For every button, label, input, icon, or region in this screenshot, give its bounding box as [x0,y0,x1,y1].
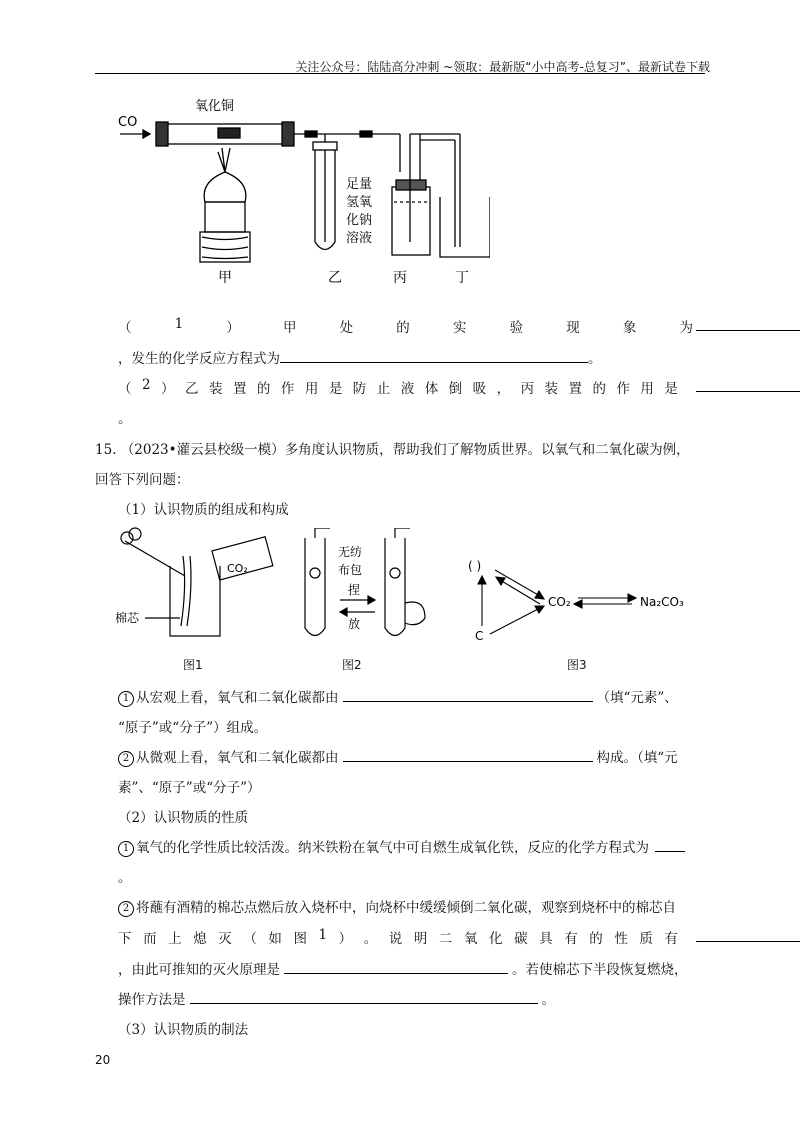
fig2-fang: 放 [348,617,361,631]
circle-d1: 1 [118,841,134,857]
q15-d2-char: 质 [639,931,653,947]
page-header: 关注公众号：陆陆高分冲刺 ~领取：最新版“小中高考-总复习”、最新试卷下载 [295,60,710,74]
d1-text: 氧气的化学性质比较活泼。纳米铁粉在氧气中可自燃生成氧化铁，反应的化学方程式为 [136,840,649,856]
figure-1 [115,526,285,646]
c2-blank[interactable] [343,747,593,762]
q15-d2-char: 而 [143,931,157,947]
circle-d2: 2 [118,901,134,917]
q15-section-2: （2）认识物质的性质 [118,810,249,826]
q15-d2-char: 下 [118,931,132,947]
q14-p1-char: 象 [622,320,637,336]
q14-p2-char: 丙 [520,381,535,397]
page-number: 20 [95,1053,111,1067]
q14-p2-char: 止 [376,381,391,397]
q14-p2-end: 。 [118,411,132,427]
q15-intro-1: 15. （2023•灌云县校级一模）多角度认识物质，帮助我们了解物质世界。以氧气和二氧化碳为例， [95,442,690,458]
q15-d1 [118,836,685,857]
c1-blank[interactable] [343,687,593,702]
c2-text-b: 构成。（填“元 [596,750,678,766]
q15-d2-char: 氧 [463,931,478,947]
q14-p2-char: 液 [400,381,415,397]
q15-c1-line2: “原子”或“分子”）组成。 [118,720,268,736]
fig3-na2co3: Na₂CO₃ [640,595,684,609]
fig1-tongs [125,541,185,576]
q15-c2-line2: 素”、“原子”或“分子”） [118,780,261,796]
q14-p2-char: 用 [304,381,319,397]
apparatus-figure [110,92,490,292]
q15-section-3: （3）认识物质的制法 [118,1022,249,1038]
q15-d2-char: 碳 [514,931,528,947]
q14-p2-char: 置 [232,381,247,397]
d2-line4-b: 。 [541,992,555,1008]
q15-d2-char: 性 [614,931,628,947]
q15-d2-char: 如 [268,931,282,947]
q15-d2-char: 说 [388,931,403,947]
naoh-label-1: 足量 [346,177,373,192]
fig2-hand [405,602,425,625]
q14-p2-char: ） [161,381,175,397]
q14-p2-char: 体 [424,381,439,397]
lamp-top [204,172,246,202]
q15-d2 [118,896,676,917]
q14-p1-row [118,316,693,336]
naoh-label-3: 化钠 [346,213,373,228]
fig2-bubao: 布包 [338,563,363,577]
q14-p2-char: 是 [328,381,343,397]
co-arrow-head [143,130,150,138]
q14-p2-char: 装 [544,381,559,397]
fig2-tube-right [385,538,405,636]
label-ding: 丁 [455,270,469,286]
q15-d2-char: 有 [664,931,678,947]
q14-p2-char: 用 [640,381,654,397]
fig3-blank: ( ) [468,559,482,573]
q14-p2-char: 2 [141,377,151,393]
q15-d2-char: 具 [539,931,553,947]
fig3-co2: CO₂ [548,595,571,609]
q15-d2-char: 图 [293,931,307,947]
q15-d2-char: （ [243,931,257,947]
d2-operation-blank[interactable] [190,989,538,1004]
q15-c1 [118,686,678,707]
q14-p2-char: 防 [352,381,367,397]
c1-text-a: 从宏观上看，氧气和二氧化碳都由 [136,690,339,706]
q15-d2-line3 [118,958,688,978]
beaker-ding [440,197,490,257]
lamp-body [205,202,245,232]
fig2-wufang: 无纺 [338,545,363,559]
naoh-label-4: 溶液 [346,231,373,246]
q14-p2-char: （ [118,381,132,397]
q15-d2-char: 有 [564,931,578,947]
q14-p2-char: 倒 [448,381,463,397]
wash-bottle-bing [392,187,430,255]
header-rule [95,73,705,74]
q14-p2-char: 装 [208,381,223,397]
fig3-c: C [475,629,484,643]
q14-p2-char: 乙 [185,381,199,397]
d2-line3-a: ，由此可推知的灭火原理是 [118,962,280,978]
fig1-wick [181,556,185,626]
circle-2: 2 [118,751,134,767]
circle-1: 1 [118,691,134,707]
d2-property-blank[interactable] [696,927,800,942]
q15-d2-char: 。 [363,931,378,947]
q14-p1-end: 。 [588,351,602,367]
q15-d2-char: 二 [438,931,453,947]
q15-d2-row2 [118,927,678,947]
stopper-left [156,122,168,146]
q15-d2-char: 灭 [218,931,232,947]
q14-p2-char: 作 [616,381,630,397]
q14-p1-char: 的 [396,320,410,336]
q14-p2-char: 是 [664,381,678,397]
q15-intro-2: 回答下列问题： [95,472,190,488]
d1-blank[interactable] [655,837,685,852]
fig2-nie: 捏 [348,583,361,597]
fig2-tube-left [305,538,325,636]
fig1-beaker [170,566,220,636]
fig1-caption-text: 图1 [183,658,203,672]
q15-d2-char: 1 [318,927,328,943]
q14-p2-char: 吸 [472,381,487,397]
q15-d2-line4 [118,988,555,1008]
q14-p1-line2 [118,347,602,367]
q15-d2-char: 明 [413,931,428,947]
q14-p1-char: 现 [566,320,580,336]
fig2-caption: 图2 [342,658,362,672]
q14-p2-char: 置 [568,381,582,397]
stopper-right [282,122,294,146]
d2-text: 将蘸有酒精的棉芯点燃后放入烧杯中，向烧杯中缓缓倾倒二氧化碳，观察到烧杯中的棉芯自 [136,900,676,916]
q14-p1-char: 实 [452,320,467,336]
fig3-arrow-c-co2 [490,608,540,634]
fig1-co2-label: CO₂ [227,562,248,575]
q14-p1-blank[interactable] [696,316,800,331]
q14-p1-char: 甲 [283,320,297,336]
q15-c2 [118,746,678,767]
q14-p1-char: ） [226,320,240,336]
copper-oxide-sample [218,128,240,138]
label-jia: 甲 [218,270,232,286]
q14-p1-char: 验 [509,320,524,336]
q14-p1-char: 1 [174,316,184,332]
q15-d1-end: 。 [118,870,132,886]
fig3-caption: 图3 [567,658,587,672]
flame [218,148,230,172]
c2-text-a: 从微观上看，氧气和二氧化碳都由 [136,750,339,766]
d2-principle-blank[interactable] [284,959,508,974]
q15-d2-char: ） [338,931,353,947]
q14-p2-blank[interactable] [696,377,800,392]
q15-d2-char: 化 [489,931,503,947]
q14-p2-char: 的 [256,381,271,397]
cuo-label: 氧化铜 [195,99,235,114]
naoh-label-2: 氢氧 [346,195,373,210]
figure-3 [460,556,700,646]
q14-equation-blank[interactable] [280,348,588,363]
q14-p2-char: 作 [280,381,295,397]
q15-d2-char: 熄 [193,931,207,947]
figure-2 [300,528,440,646]
co-label: CO [118,115,138,130]
q14-p1-char: 为 [679,320,693,336]
q15-d2-char: 的 [589,931,603,947]
q15-d2-char: 上 [168,931,182,947]
q14-p1-char: 处 [339,320,354,336]
c1-text-b: （填“元素”、 [596,690,678,706]
q15-section-1: （1）认识物质的组成和构成 [118,502,289,518]
q14-p2-row [118,377,678,397]
q14-p1-char: （ [118,320,132,336]
label-bing: 丙 [393,270,407,286]
d2-line3-b: 。若使棉芯下半段恢复燃烧， [512,962,688,978]
fig1-mianxin-label: 棉芯 [115,611,140,625]
d2-line4-a: 操作方法是 [118,992,186,1008]
q14-p1-text2: ，发生的化学反应方程式为 [118,351,280,367]
q14-p2-char: 的 [592,381,606,397]
label-yi: 乙 [328,270,342,286]
q14-p2-char: ， [496,381,511,397]
